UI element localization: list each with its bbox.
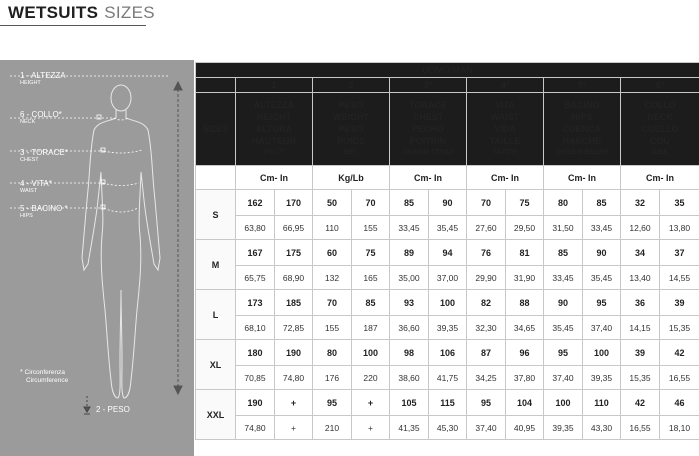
- size-value-cell: 12,60: [621, 216, 660, 240]
- size-value-cell: 15,35: [621, 366, 660, 390]
- column-number-6: 6*: [621, 78, 699, 93]
- label-hips-main: 5 - BACINO *: [20, 204, 68, 213]
- column-header-name: VIDA: [494, 124, 516, 134]
- section-header-uomo-man: UOMO/MAN: [196, 63, 699, 78]
- size-value-cell: 14,15: [621, 316, 660, 340]
- size-value-cell: 37,00: [429, 266, 467, 290]
- size-value-cell: 132: [313, 266, 352, 290]
- label-height: [20, 71, 66, 87]
- column-header-2: [313, 93, 390, 166]
- size-value-cell: 100: [544, 390, 583, 416]
- size-row-imperial: [196, 216, 699, 240]
- body-diagram-panel: [0, 60, 194, 456]
- size-value-cell: 45,30: [429, 416, 467, 440]
- size-value-cell: 90: [544, 290, 583, 316]
- size-row-metric: [196, 390, 699, 416]
- size-value-cell: 37,40: [544, 366, 583, 390]
- size-value-cell: +: [352, 416, 390, 440]
- unit-cell-1: Cm- In: [236, 166, 313, 190]
- size-value-cell: 80: [544, 190, 583, 216]
- size-row-metric: [196, 190, 699, 216]
- size-value-cell: 96: [506, 340, 544, 366]
- size-value-cell: 76: [467, 240, 506, 266]
- size-value-cell: 110: [313, 216, 352, 240]
- size-value-cell: 18,10: [660, 416, 699, 440]
- size-row-metric: [196, 340, 699, 366]
- column-number-row: [196, 78, 699, 93]
- column-header-name: PESO: [338, 100, 364, 110]
- label-neck: [20, 110, 62, 126]
- size-value-cell: 39,35: [544, 416, 583, 440]
- column-number-4: 4*: [467, 78, 544, 93]
- size-label: XL: [196, 340, 236, 390]
- size-value-cell: 65,75: [236, 266, 275, 290]
- size-value-cell: 85: [390, 190, 429, 216]
- size-value-cell: 33,45: [583, 216, 621, 240]
- size-value-cell: 95: [544, 340, 583, 366]
- column-header-name: WAIST: [490, 112, 520, 122]
- column-header-name: COU: [650, 136, 670, 146]
- size-value-cell: 180: [236, 340, 275, 366]
- label-hips: [20, 204, 68, 220]
- size-value-cell: 16,55: [621, 416, 660, 440]
- column-header-name: NECK: [647, 112, 673, 122]
- size-value-cell: 36,60: [390, 316, 429, 340]
- footnote-line2: Circumference: [26, 377, 69, 384]
- column-name-row: [196, 93, 699, 166]
- size-value-cell: 37,80: [506, 366, 544, 390]
- size-value-cell: 66,95: [275, 216, 313, 240]
- size-value-cell: 35: [660, 190, 699, 216]
- size-value-cell: 75: [352, 240, 390, 266]
- size-value-cell: 90: [583, 240, 621, 266]
- size-value-cell: 75: [506, 190, 544, 216]
- size-value-cell: 93: [390, 290, 429, 316]
- size-value-cell: 155: [313, 316, 352, 340]
- size-value-cell: 32: [621, 190, 660, 216]
- size-value-cell: 34,65: [506, 316, 544, 340]
- size-value-cell: 100: [352, 340, 390, 366]
- size-value-cell: 104: [506, 390, 544, 416]
- size-value-cell: 63,80: [236, 216, 275, 240]
- size-value-cell: 35,45: [429, 216, 467, 240]
- column-header-name: CUENCA: [562, 124, 602, 134]
- size-row-metric: [196, 290, 699, 316]
- size-value-cell: 74,80: [275, 366, 313, 390]
- size-value-cell: 46: [660, 390, 699, 416]
- unit-row: [196, 166, 699, 190]
- column-header-name: PECHO: [411, 124, 444, 134]
- column-header-name: TAILLE: [489, 136, 521, 146]
- column-header-5: [544, 93, 621, 166]
- size-value-cell: 110: [583, 390, 621, 416]
- size-value-cell: 100: [429, 290, 467, 316]
- size-value-cell: 210: [313, 416, 352, 440]
- size-value-cell: 37,40: [467, 416, 506, 440]
- size-value-cell: +: [352, 390, 390, 416]
- column-header-name: PESO: [338, 124, 364, 134]
- size-value-cell: 34,25: [467, 366, 506, 390]
- title-light: SIZES: [104, 3, 155, 22]
- label-chest-main: 3 - TORACE*: [20, 148, 68, 157]
- size-value-cell: 105: [390, 390, 429, 416]
- size-value-cell: 33,45: [544, 266, 583, 290]
- size-value-cell: 13,40: [621, 266, 660, 290]
- size-row-imperial: [196, 266, 699, 290]
- size-value-cell: 35,45: [583, 266, 621, 290]
- title-bold: WETSUITS: [8, 3, 99, 22]
- title-underline: [0, 25, 146, 26]
- size-value-cell: 35,00: [390, 266, 429, 290]
- size-value-cell: 37,40: [583, 316, 621, 340]
- label-weight-main: 2 - PESO: [96, 405, 130, 414]
- size-label: M: [196, 240, 236, 290]
- size-value-cell: +: [275, 390, 313, 416]
- unit-cell-6: Cm- In: [621, 166, 699, 190]
- label-waist: [20, 179, 52, 195]
- column-header-name: WEIGHT: [333, 112, 369, 122]
- label-neck-sub: NECK: [20, 119, 36, 125]
- size-value-cell: 80: [313, 340, 352, 366]
- size-value-cell: +: [275, 416, 313, 440]
- size-value-cell: 90: [429, 190, 467, 216]
- size-value-cell: 85: [583, 190, 621, 216]
- column-header-name: HANCHE: [562, 136, 602, 146]
- size-value-cell: 94: [429, 240, 467, 266]
- column-header-name: HAUTEUR: [252, 136, 296, 146]
- size-value-cell: 31,50: [544, 216, 583, 240]
- size-label: XXL: [196, 390, 236, 440]
- unit-blank: [196, 166, 236, 190]
- column-header-name: TORACE: [409, 100, 447, 110]
- size-value-cell: 185: [275, 290, 313, 316]
- label-chest: [20, 148, 68, 164]
- wetsuit-size-table: [195, 62, 699, 440]
- size-value-cell: 36: [621, 290, 660, 316]
- size-row-imperial: [196, 366, 699, 390]
- column-header-name: POITRIN: [409, 136, 447, 146]
- size-value-cell: 13,80: [660, 216, 699, 240]
- size-value-cell: 39: [660, 290, 699, 316]
- size-value-cell: 85: [352, 290, 390, 316]
- size-value-cell: 16,55: [660, 366, 699, 390]
- column-header-name: ALTEZZA: [253, 100, 295, 110]
- footnote-star: *: [20, 369, 23, 376]
- size-value-cell: 31,90: [506, 266, 544, 290]
- column-header-name: ALTURA: [255, 124, 293, 134]
- column-header-3: [390, 93, 467, 166]
- size-row-imperial: [196, 416, 699, 440]
- column-header-name: VITA: [495, 100, 515, 110]
- label-neck-main: 6 - COLLO*: [20, 110, 62, 119]
- label-waist-sub: WAIST: [20, 188, 38, 194]
- size-value-cell: 41,35: [390, 416, 429, 440]
- size-value-cell: 68,90: [275, 266, 313, 290]
- size-value-cell: 41,75: [429, 366, 467, 390]
- size-value-cell: 35,45: [544, 316, 583, 340]
- size-value-cell: 173: [236, 290, 275, 316]
- size-value-cell: 29,50: [506, 216, 544, 240]
- size-value-cell: 95: [313, 390, 352, 416]
- size-value-cell: 27,60: [467, 216, 506, 240]
- label-height-sub: HEIGHT: [20, 80, 41, 86]
- column-header-russian: ВЕС: [343, 149, 359, 156]
- size-value-cell: 50: [313, 190, 352, 216]
- column-header-name: CHEST: [412, 112, 444, 122]
- size-value-cell: 34: [621, 240, 660, 266]
- size-value-cell: 39,35: [583, 366, 621, 390]
- size-value-cell: 115: [429, 390, 467, 416]
- footnote-line1: Circonferenza: [24, 369, 66, 376]
- size-row-metric: [196, 240, 699, 266]
- column-header-russian: ШЕЕ: [651, 149, 669, 156]
- size-value-cell: 95: [583, 290, 621, 316]
- column-number-1: 1: [236, 78, 313, 93]
- column-header-name: COLLO: [644, 100, 676, 110]
- column-header-name: BACINO: [564, 100, 600, 110]
- label-hips-sub: HIPS: [20, 213, 33, 219]
- size-value-cell: 82: [467, 290, 506, 316]
- size-value-cell: 39,35: [429, 316, 467, 340]
- column-header-6: [621, 93, 699, 166]
- size-value-cell: 88: [506, 290, 544, 316]
- size-value-cell: 190: [275, 340, 313, 366]
- size-value-cell: 40,95: [506, 416, 544, 440]
- column-header-4: [467, 93, 544, 166]
- size-value-cell: 74,80: [236, 416, 275, 440]
- column-header-russian: РОСТ: [264, 149, 284, 156]
- size-value-cell: 70: [313, 290, 352, 316]
- size-value-cell: 98: [390, 340, 429, 366]
- size-value-cell: 187: [352, 316, 390, 340]
- size-value-cell: 42: [660, 340, 699, 366]
- label-chest-sub: CHEST: [20, 157, 39, 163]
- size-label: S: [196, 190, 236, 240]
- size-value-cell: 95: [467, 390, 506, 416]
- column-header-russian: ТАЛИЯ: [493, 149, 517, 156]
- size-value-cell: 81: [506, 240, 544, 266]
- sizes-header: SIZES: [196, 93, 236, 166]
- column-header-name: POIDS: [336, 136, 365, 146]
- column-header-russian: ОБЪЕМ ГРУДИ: [402, 149, 454, 156]
- column-header-name: CUELLO: [641, 124, 679, 134]
- label-weight: [96, 405, 130, 414]
- size-value-cell: 165: [352, 266, 390, 290]
- size-value-cell: 68,10: [236, 316, 275, 340]
- circumference-footnote: [20, 369, 68, 385]
- column-header-russian: ОБЪЕМ БЕДЕР: [555, 149, 609, 156]
- size-value-cell: 89: [390, 240, 429, 266]
- size-value-cell: 190: [236, 390, 275, 416]
- size-value-cell: 42: [621, 390, 660, 416]
- size-value-cell: 32,30: [467, 316, 506, 340]
- size-value-cell: 87: [467, 340, 506, 366]
- size-value-cell: 15,35: [660, 316, 699, 340]
- size-value-cell: 14,55: [660, 266, 699, 290]
- size-value-cell: 155: [352, 216, 390, 240]
- label-waist-main: 4 - VITA*: [20, 179, 52, 188]
- size-value-cell: 176: [313, 366, 352, 390]
- column-number-3: 3*: [390, 78, 467, 93]
- size-value-cell: 167: [236, 240, 275, 266]
- size-label: L: [196, 290, 236, 340]
- size-value-cell: 70: [467, 190, 506, 216]
- size-value-cell: 33,45: [390, 216, 429, 240]
- unit-cell-4: Cm- In: [467, 166, 544, 190]
- size-value-cell: 106: [429, 340, 467, 366]
- size-value-cell: 39: [621, 340, 660, 366]
- size-value-cell: 37: [660, 240, 699, 266]
- size-rows: [196, 190, 699, 440]
- column-header-1: [236, 93, 313, 166]
- size-value-cell: 72,85: [275, 316, 313, 340]
- size-value-cell: 43,30: [583, 416, 621, 440]
- size-value-cell: 38,60: [390, 366, 429, 390]
- column-header-name: HEIGHT: [256, 112, 291, 122]
- unit-cell-2: Kg/Lb: [313, 166, 390, 190]
- size-value-cell: 175: [275, 240, 313, 266]
- size-value-cell: 70: [352, 190, 390, 216]
- column-number-5: 5*: [544, 78, 621, 93]
- size-row-imperial: [196, 316, 699, 340]
- column-number-2: 2: [313, 78, 390, 93]
- size-value-cell: 220: [352, 366, 390, 390]
- size-value-cell: 60: [313, 240, 352, 266]
- unit-cell-3: Cm- In: [390, 166, 467, 190]
- column-header-name: HIPS: [571, 112, 593, 122]
- size-value-cell: 100: [583, 340, 621, 366]
- size-value-cell: 29,90: [467, 266, 506, 290]
- label-height-main: 1 - ALTEZZA: [20, 71, 66, 80]
- size-value-cell: 162: [236, 190, 275, 216]
- unit-cell-5: Cm- In: [544, 166, 621, 190]
- size-value-cell: 170: [275, 190, 313, 216]
- size-value-cell: 70,85: [236, 366, 275, 390]
- size-value-cell: 85: [544, 240, 583, 266]
- page-title: [8, 3, 155, 23]
- column-number-blank: [196, 78, 236, 93]
